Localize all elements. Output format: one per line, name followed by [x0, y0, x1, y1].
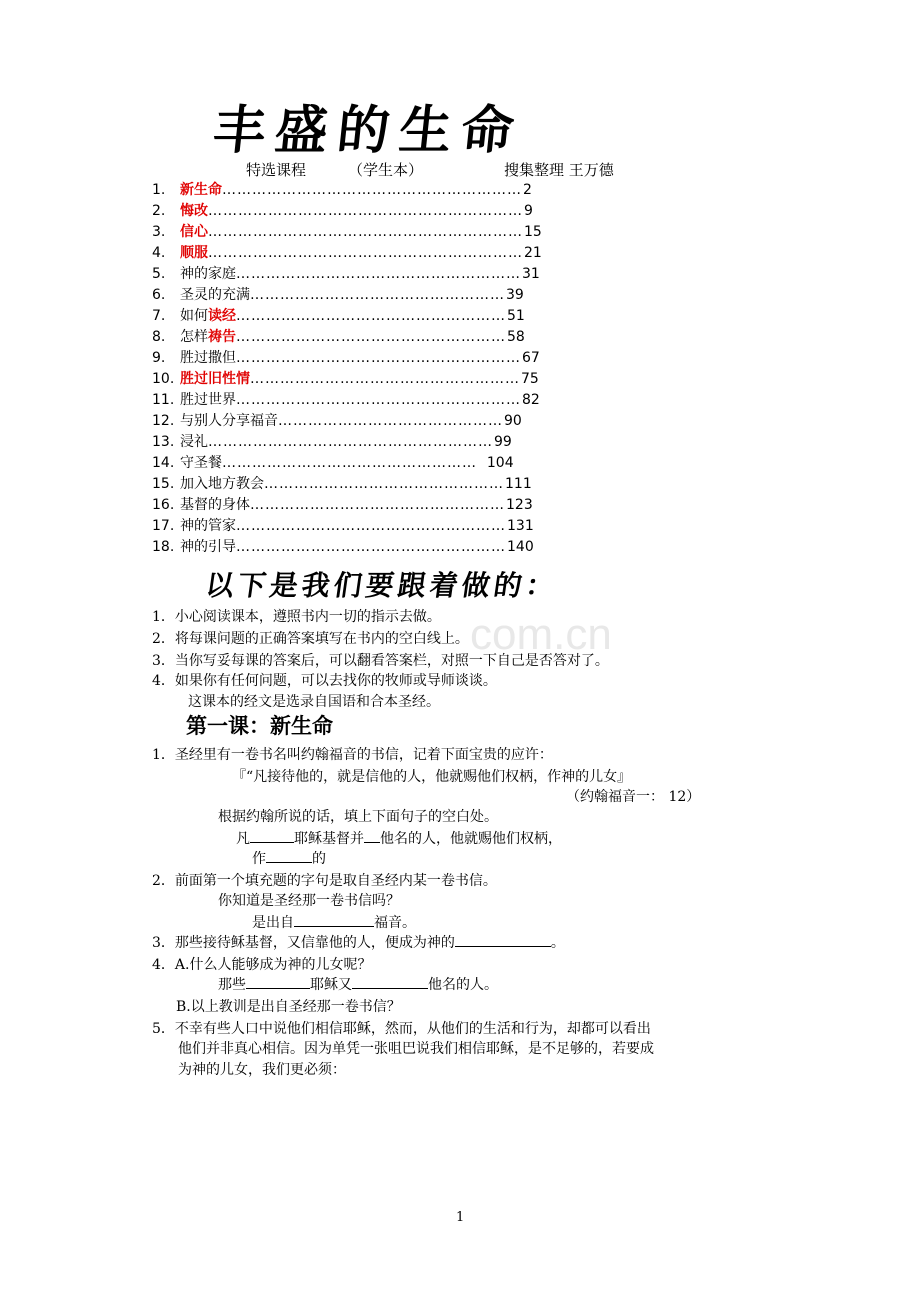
- toc-number: 11.: [152, 392, 175, 408]
- toc-leader-dots: ………………………………………………: [236, 539, 506, 555]
- toc-title: 祷告: [208, 329, 236, 345]
- toc-title: 基督的身体: [180, 497, 250, 513]
- scripture-note: 这课本的经文是选录自国语和合本圣经。: [188, 694, 440, 710]
- table-of-contents: [152, 180, 592, 558]
- instruction-item: 3．当你写妥每课的答案后，可以翻看答案栏，对照一下自己是否答对了。: [152, 653, 609, 669]
- question-5: 5．不幸有些人口中说他们相信耶稣，然而，从他们的生活和行为，却都可以看出: [152, 1021, 651, 1037]
- toc-row: [152, 306, 592, 327]
- toc-row: [152, 495, 592, 516]
- toc-row: [152, 474, 592, 495]
- toc-leader-dots: …………………………………………………: [236, 392, 521, 408]
- toc-row: [152, 327, 592, 348]
- blank[interactable]: [352, 974, 428, 989]
- blank[interactable]: [455, 932, 551, 947]
- toc-page-number: 123: [506, 497, 533, 513]
- toc-number: 17.: [152, 518, 175, 534]
- blank[interactable]: [250, 828, 294, 843]
- toc-number: 12.: [152, 413, 175, 429]
- toc-number: 4.: [152, 245, 166, 261]
- toc-page-number: 39: [506, 287, 524, 303]
- subtitle-compiler: 搜集整理 王万德: [504, 161, 614, 179]
- toc-number: 2.: [152, 203, 166, 219]
- toc-leader-dots: ………………………………………………: [236, 518, 506, 534]
- toc-row: [152, 243, 592, 264]
- toc-page-number: 99: [494, 434, 512, 450]
- toc-number: 16.: [152, 497, 175, 513]
- subtitle-course: 特选课程: [246, 161, 307, 179]
- toc-number: 3.: [152, 224, 166, 240]
- question-2-ask: 你知道是圣经那一卷书信吗？: [218, 893, 400, 909]
- toc-title: 神的管家: [180, 518, 236, 534]
- toc-title: 圣灵的充满: [180, 287, 250, 303]
- instruction-item: 4．如果你有任何问题，可以去找你的牧师或导师谈谈。: [152, 673, 497, 689]
- toc-title: 与别人分享福音: [180, 413, 278, 429]
- toc-number: 5.: [152, 266, 166, 282]
- toc-title: 胜过旧性情: [180, 371, 250, 387]
- toc-leader-dots: ………………………………………………………: [208, 224, 523, 240]
- blank[interactable]: [294, 912, 374, 927]
- toc-number: 14.: [152, 455, 175, 471]
- toc-row: [152, 369, 592, 390]
- toc-title-prefix: 如何: [180, 308, 208, 324]
- toc-row: [152, 432, 592, 453]
- toc-leader-dots: …………………………………………………: [236, 266, 521, 282]
- toc-leader-dots: ………………………………………………………: [208, 203, 523, 219]
- toc-page-number: 9: [524, 203, 533, 219]
- subtitle-edition: （学生本）: [348, 161, 424, 179]
- toc-row: [152, 264, 592, 285]
- toc-number: 18.: [152, 539, 175, 555]
- follow-heading: 以下是我们要跟着做的：: [203, 569, 561, 602]
- toc-page-number: 51: [507, 308, 525, 324]
- toc-page-number: 104: [478, 455, 514, 471]
- toc-leader-dots: ………………………………………………………: [208, 245, 523, 261]
- toc-page-number: 82: [522, 392, 540, 408]
- toc-row: [152, 285, 592, 306]
- document-title: 丰盛的生命: [210, 100, 527, 161]
- toc-row: [152, 348, 592, 369]
- toc-leader-dots: ………………………………………………: [236, 329, 506, 345]
- toc-title: 读经: [208, 308, 236, 324]
- question-4-b: B.以上教训是出自圣经那一卷书信？: [176, 999, 401, 1015]
- toc-row: [152, 390, 592, 411]
- toc-page-number: 131: [507, 518, 534, 534]
- toc-page-number: 2: [523, 182, 532, 198]
- toc-page-number: 21: [524, 245, 542, 261]
- toc-title: 加入地方教会: [180, 476, 264, 492]
- question-4: 4．A.什么人能够成为神的儿女呢？: [152, 957, 372, 973]
- toc-title: 新生命: [180, 182, 222, 198]
- toc-page-number: 15: [524, 224, 542, 240]
- toc-number: 7.: [152, 308, 166, 324]
- lesson-title: 第一课：新生命: [186, 714, 333, 738]
- toc-title: 神的引导: [180, 539, 236, 555]
- toc-number: 6.: [152, 287, 166, 303]
- toc-leader-dots: ……………………………………………: [250, 497, 505, 513]
- question-1: 1．圣经里有一卷书名叫约翰福音的书信，记着下面宝贵的应许：: [152, 747, 553, 763]
- fill-line-2: 作 的: [252, 848, 326, 868]
- instruction-item: 1．小心阅读课本，遵照书内一切的指示去做。: [152, 609, 441, 625]
- toc-leader-dots: ………………………………………………: [236, 308, 506, 324]
- toc-leader-dots: …………………………………………: [264, 476, 504, 492]
- question-2: 2．前面第一个填充题的字句是取自圣经内某一卷书信。: [152, 873, 497, 889]
- toc-title: 顺服: [180, 245, 208, 261]
- toc-row: [152, 411, 592, 432]
- toc-row: [152, 222, 592, 243]
- toc-title: 守圣餐: [180, 455, 222, 471]
- toc-leader-dots: ………………………………………………: [250, 371, 520, 387]
- toc-page-number: 140: [507, 539, 534, 555]
- toc-number: 13.: [152, 434, 175, 450]
- toc-page-number: 90: [504, 413, 522, 429]
- toc-row: [152, 453, 592, 474]
- toc-title-prefix: 怎样: [180, 329, 208, 345]
- toc-row: [152, 516, 592, 537]
- toc-page-number: 58: [507, 329, 525, 345]
- bible-quote: 『“凡接待他的，就是信他的人，他就赐他们权柄，作神的儿女』: [232, 769, 632, 785]
- question-2-answer: 是出自 福音。: [252, 912, 416, 932]
- toc-page-number: 67: [522, 350, 540, 366]
- blank[interactable]: [364, 828, 380, 843]
- bible-reference: （约翰福音一： 12）: [566, 789, 701, 805]
- fill-line-1: 凡 耶稣基督并 他名的人，他就赐他们权柄，: [236, 828, 562, 848]
- toc-row: [152, 537, 592, 558]
- toc-title: 浸礼: [180, 434, 208, 450]
- watermark: com.cn: [470, 610, 612, 659]
- page-number: 1: [456, 1210, 465, 1225]
- toc-leader-dots: ……………………………………………………: [222, 182, 522, 198]
- toc-number: 15.: [152, 476, 175, 492]
- toc-leader-dots: ………………………………………: [278, 413, 503, 429]
- instruction-item: 2．将每课问题的正确答案填写在书内的空白线上。: [152, 631, 469, 647]
- toc-title: 神的家庭: [180, 266, 236, 282]
- toc-page-number: 31: [522, 266, 540, 282]
- toc-number: 1.: [152, 182, 166, 198]
- question-3: 3．那些接待稣基督，又信靠他的人，便成为神的 。: [152, 932, 565, 952]
- toc-leader-dots: …………………………………………………: [208, 434, 493, 450]
- toc-title: 信心: [180, 224, 208, 240]
- question-1-instruction: 根据约翰所说的话，填上下面句子的空白处。: [218, 809, 498, 825]
- toc-page-number: 75: [521, 371, 539, 387]
- question-5-line3: 为神的儿女，我们更必须：: [178, 1062, 346, 1078]
- toc-number: 10.: [152, 371, 175, 387]
- toc-page-number: 111: [505, 476, 532, 492]
- toc-row: [152, 180, 592, 201]
- toc-title: 悔改: [180, 203, 208, 219]
- toc-number: 9.: [152, 350, 166, 366]
- toc-title: 胜过世界: [180, 392, 236, 408]
- toc-row: [152, 201, 592, 222]
- blank[interactable]: [266, 848, 312, 863]
- toc-leader-dots: …………………………………………………: [236, 350, 521, 366]
- toc-title: 胜过撒但: [180, 350, 236, 366]
- toc-leader-dots: ……………………………………………: [250, 287, 505, 303]
- blank[interactable]: [246, 974, 310, 989]
- toc-number: 8.: [152, 329, 166, 345]
- toc-leader-dots: ……………………………………………: [222, 455, 477, 471]
- question-4-fill: 那些 耶稣又 他名的人。: [218, 974, 498, 994]
- question-5-line2: 他们并非真心相信。因为单凭一张咀巴说我们相信耶稣，是不足够的，若要成: [178, 1041, 654, 1057]
